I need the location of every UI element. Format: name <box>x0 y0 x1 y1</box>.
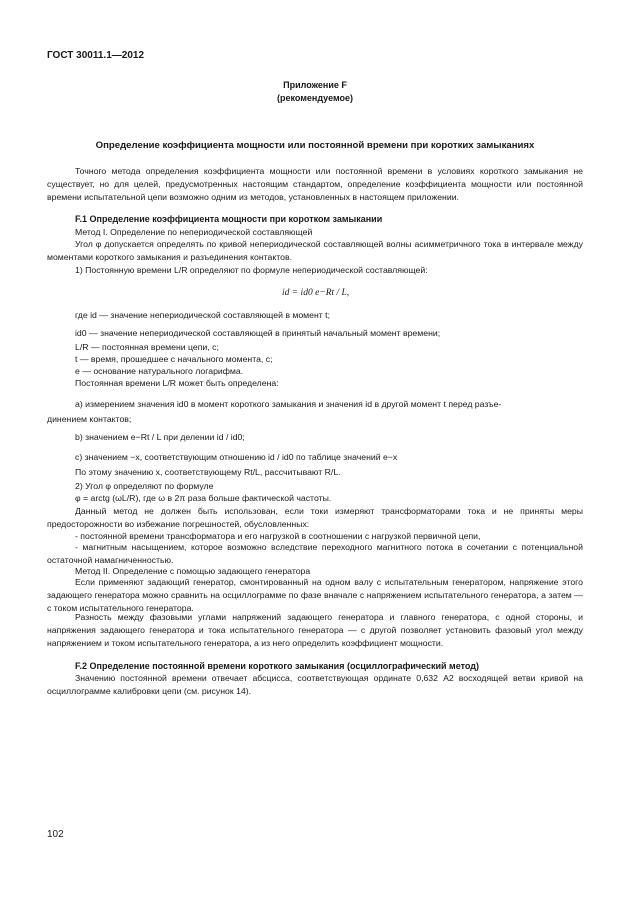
decay-formula: id = id0 e−Rt / L, <box>282 288 350 298</box>
bullet-1: - постоянной времени трансформатора и его нагрузкой в соотношении с нагрузкой первичной цепи, <box>75 531 481 541</box>
intro-paragraph: Точного метода определения коэффициента мощности или постоянной времени в условиях короткого замыкания не существует, но для целей, предусмотренных настоящим стандартом, определение коэффициента мощности или постоянной времени испытательной цепи возможно одним из методов, установленных в настоящем приложении. <box>47 166 583 202</box>
where-t: t — время, прошедшее с начального момента, с; <box>75 354 273 364</box>
x-value-line: По этому значению x, соответствующему Rt/L, рассчитывают R/L. <box>75 467 341 477</box>
item2-text: 2) Угол φ определяют по формуле <box>75 481 214 491</box>
generator-paragraph: Если применяют задающий генератор, смонтированный на одном валу с испытательным генератором, напряжение этого задающего генератора можно сравнить на осциллограмме по фазе вначале с напряжением испытательного генератора, а затем — с током испытательного генератора. <box>47 577 583 613</box>
f2-paragraph: Значению постоянной времени отвечает абсцисса, соответствующая ординате 0,632 A2 восходящей ветви кривой на осциллограмме калибровки цепи (см. рисунок 14). <box>47 673 583 696</box>
section-title: Определение коэффициента мощности или постоянной времени при коротких замыканиях <box>95 140 535 151</box>
can-determine: Постоянная времени L/R может быть определена: <box>75 378 279 388</box>
where-lr: L/R — постоянная времени цепи, с; <box>75 342 219 352</box>
option-a-line2: динением контактов; <box>47 414 132 424</box>
warning-paragraph: Данный метод не должен быть использован, если токи измеряют трансформаторами тока и не приняты меры предосторожности во избежание погрешностей, обусловленных: <box>47 506 583 529</box>
option-a-line1: a) измерением значения id0 в момент короткого замыкания и значения id в другой момент t перед разъе- <box>75 399 502 409</box>
item1-text: 1) Постоянную времени L/R определяют по формуле непериодической составляющей: <box>75 265 428 275</box>
appendix-title: Приложение F <box>283 80 347 90</box>
phase-paragraph: Разность между фазовыми углами напряжений задающего генератора и главного генератора, с одной стороны, и напряжения задающего генератора и тока испытательного генератора — с другой позволяет установить фазовый угол между напряжением и током испытательного генератора, а из него определить коэффициент мощности. <box>47 612 583 648</box>
angle-paragraph: Угол φ допускается определять по кривой непериодической составляющей волны асимметричного тока в интервале между моментами короткого замыкания и разъединения контактов. <box>47 239 583 262</box>
f1-heading: F.1 Определение коэффициента мощности при коротком замыкании <box>75 214 383 224</box>
where-id0: id0 — значение непериодической составляющей в принятый начальный момент времени; <box>75 328 441 338</box>
method1-label: Метод I. Определение по непериодической составляющей <box>75 227 313 237</box>
f2-heading: F.2 Определение постоянной времени короткого замыкания (осциллографический метод) <box>75 661 479 671</box>
appendix-subtitle: (рекомендуемое) <box>277 93 353 103</box>
bullet-2: - магнитным насыщением, которое возможно вследствие переходного магнитного потока в сочетании с потенциальной остаточной намагниченностью. <box>47 542 583 565</box>
where-e: e — основание натурального логарифма. <box>75 366 244 376</box>
method2-label: Метод II. Определение с помощью задающего генератора <box>75 566 311 576</box>
where-id: где id — значение непериодической составляющей в момент t; <box>75 310 330 320</box>
option-b: b) значением e−Rt / L при делении id / id0; <box>75 432 245 442</box>
option-c: c) значением −x, соответствующим отношению id / id0 по таблице значений e−x <box>75 452 398 462</box>
page-number: 102 <box>47 829 64 840</box>
document-code: ГОСТ 30011.1—2012 <box>47 50 145 61</box>
phi-formula: φ = arctg (ωL/R), где ω в 2π раза больше фактической частоты. <box>75 493 332 503</box>
